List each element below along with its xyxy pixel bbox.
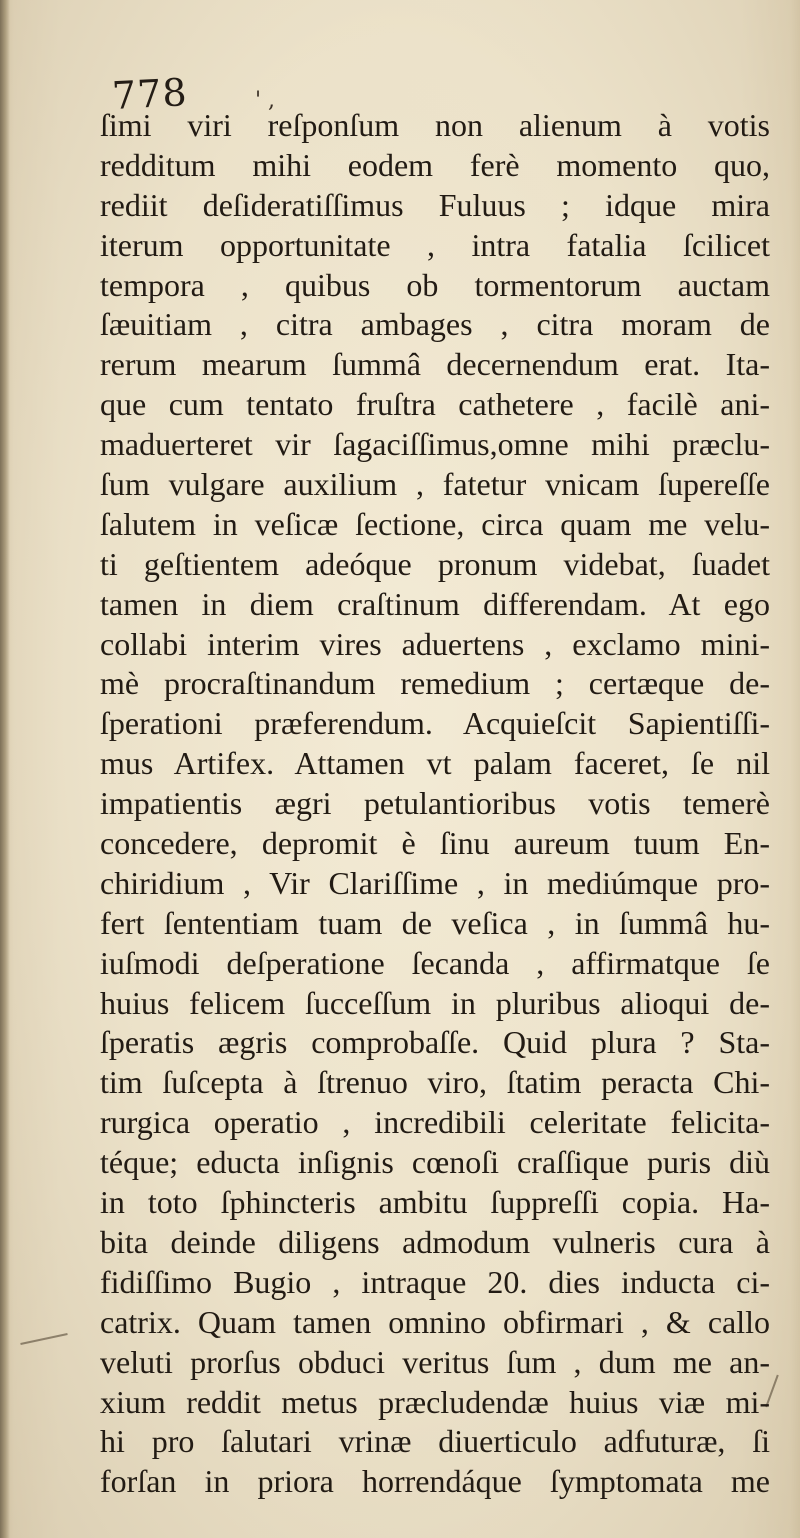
text-line: in toto ſphincteris ambitu ſuppreſſi copia. Ha- [100,1184,770,1221]
text-line: iterum opportunitate , intra fatalia ſcilicet [100,226,770,263]
text-line: collabi interim vires aduertens , exclamo mini- [100,625,770,662]
text-line: ſæuitiam , citra ambages , citra moram de [100,306,770,343]
text-line: mus Artifex. Attamen vt palam faceret, ſe nil [100,745,770,782]
text-line: forſan in priora horrendáque ſymptomata me [100,1463,770,1500]
text-line: rerum mearum ſummâ decernendum erat. Ita- [100,346,770,383]
body-text [100,106,770,1502]
text-line: huius felicem ſucceſſum in pluribus alioqui de- [100,984,770,1021]
text-line: que cum tentato fruſtra cathetere , facilè ani- [100,386,770,423]
page-number: 778 [110,70,189,118]
text-line: ſperationi præferendum. Acquieſcit Sapientiſſi- [100,705,770,742]
text-line: ti geſtientem adeóque pronum videbat, ſuadet [100,545,770,582]
text-line: rurgica operatio , incredibili celeritate felicita- [100,1104,770,1141]
text-line: tim ſuſcepta à ſtrenuo viro, ſtatim peracta Chi- [100,1064,770,1101]
text-line: tamen in diem craſtinum differendam. At ego [100,585,770,622]
text-line: rediit deſideratiſſimus Fuluus ; idque mira [100,186,770,223]
text-line: téque; educta inſignis cœnoſi craſſique puris diù [100,1144,770,1181]
text-line: impatientis ægri petulantioribus votis temerè [100,785,770,822]
text-line: ſum vulgare auxilium , fatetur vnicam ſupereſſe [100,466,770,503]
page-gutter-shadow [0,0,10,1538]
printer-mark: ' , [255,88,276,113]
text-line: catrix. Quam tamen omnino obfirmari , & callo [100,1303,770,1340]
text-line: hi pro ſalutari vrinæ diuerticulo adfuturæ, ſi [100,1423,770,1460]
text-line: concedere, depromit è ſinu aureum tuum En- [100,825,770,862]
text-line: mè procraſtinandum remedium ; certæque de- [100,665,770,702]
margin-pen-mark [20,1333,67,1345]
text-line: maduerteret vir ſagaciſſimus,omne mihi præclu- [100,426,770,463]
text-line: tempora , quibus ob tormentorum auctam [100,266,770,303]
text-line: redditum mihi eodem ferè momento quo, [100,146,770,183]
text-line: ſimi viri reſponſum non alienum à votis [100,107,770,143]
text-line: ſalutem in veſicæ ſectione, circa quam me velu- [100,505,770,542]
text-line: ſperatis ægris comprobaſſe. Quid plura ? Sta- [100,1024,770,1061]
text-line: bita deinde diligens admodum vulneris cura à [100,1223,770,1260]
text-line: fidiſſimo Bugio , intraque 20. dies inducta ci- [100,1263,770,1300]
text-line: chiridium , Vir Clariſſime , in mediúmque pro- [100,864,770,901]
text-line: veluti prorſus obduci veritus ſum , dum me an- [100,1343,770,1380]
text-line: xium reddit metus præcludendæ huius viæ mi- [100,1383,770,1420]
text-line: iuſmodi deſperatione ſecanda , affirmatque ſe [100,944,770,981]
text-line: fert ſententiam tuam de veſica , in ſummâ hu- [100,904,770,941]
